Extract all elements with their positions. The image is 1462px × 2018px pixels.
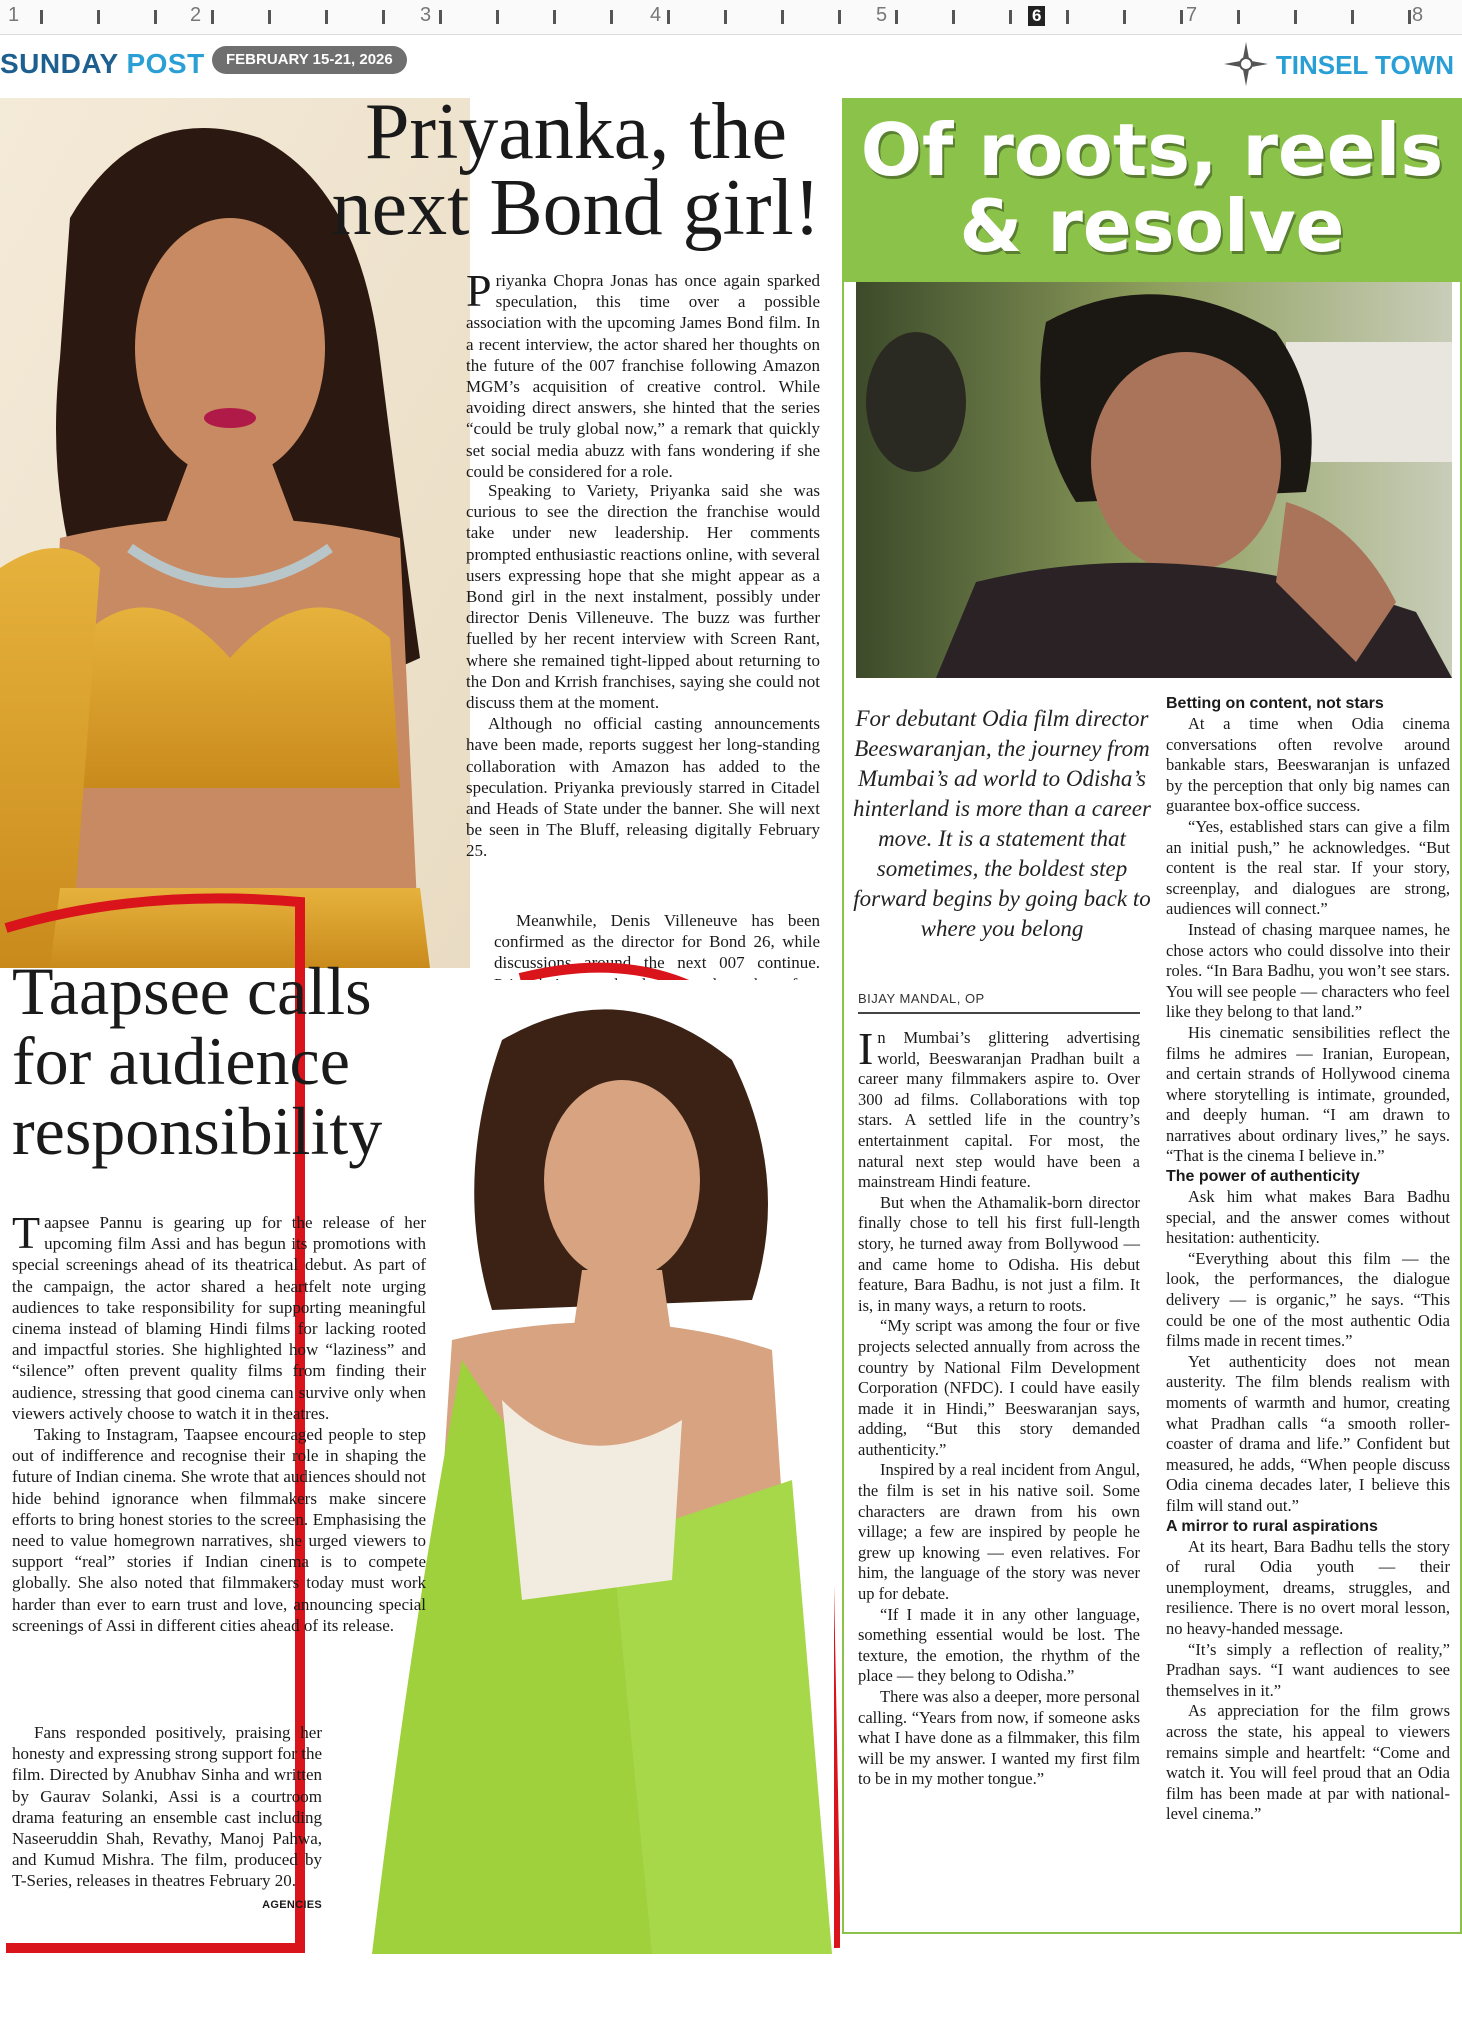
byline: BIJAY MANDAL, OP [858, 991, 985, 1006]
ruler-number: 1 [8, 4, 20, 26]
subhead: Betting on content, not stars [1166, 695, 1384, 712]
paragraph: Ask him what makes Bara Badhu special, and the answer comes without hesitation: authenticity. [1166, 1187, 1450, 1248]
headline-line: for audience [12, 1023, 350, 1099]
ruler-tick [781, 10, 784, 24]
brand-logo [0, 48, 205, 80]
subhead: A mirror to rural aspirations [1166, 1517, 1378, 1535]
compass-icon [1222, 40, 1270, 88]
priyanka-headline [326, 88, 826, 252]
paragraph: Meanwhile, Denis Villeneuve has been confirmed as the director for Bond 26, while discussions around the next 007 continue. [494, 911, 820, 973]
paragraph: There was also a deeper, more personal calling. “Years from now, if someone asks what I have done as a filmmaker, this film will be my answer. I wanted my first film to be in my mother tongue.” [858, 1687, 1141, 1789]
paragraph: At its heart, Bara Badhu tells the story of rural Odia youth — their unemployment, dreams, struggles, and resilience. There is no overt moral lesson, no heavy-handed message. [1166, 1536, 1450, 1638]
ruler-number: 4 [650, 4, 662, 26]
ruler-number-current: 6 [1028, 6, 1045, 26]
ruler-tick [1123, 10, 1126, 24]
ruler-number: 2 [190, 4, 202, 26]
ruler-number: 3 [420, 4, 432, 26]
brand-sunday: SUNDAY [0, 48, 119, 79]
brand-post: POST [126, 48, 205, 79]
subhead: The power of authenticity [1166, 1168, 1360, 1186]
paragraph: As appreciation for the film grows across the state, his appeal to viewers remains simple and heartfelt: “Come and watch it. You will feel proud that an Odia film has been made at par with national-level cinema.” [1166, 1701, 1450, 1824]
headline-line: Priyanka, the [364, 88, 788, 176]
paragraph: Fans responded positively, praising her honesty and expressing strong support for the film. Directed by Anubhav Sinha and written by Gaurav Solanki, Assi is a courtroom drama featuring an ensemble cast including Naseeruddin Shah, Revathy, Manoj Pahwa, and Kumud Mishra. The film, produced by T-Series, releases in theatres February 20. [12, 1723, 322, 1891]
ruler-tick [895, 10, 898, 24]
paragraph: “It’s simply a reflection of reality,” Pradhan says. “I want audiences to see themselves in it.” [1166, 1639, 1450, 1700]
paragraph: Taking to Instagram, Taapsee encouraged people to step out of indifference and recognise their role in shaping the future of Indian cinema. She wrote that audiences should not hide behind ignorance when filmmakers make sincere efforts to bring honest stories to the screen. Emphasising the need to value homegrown narratives, she urged viewers to support “real” stories if Indian cinema is to compete globally. She also noted that filmmakers today must work harder than ever to earn trust and love, announcing special screenings of Assi in different cities ahead of its release. [12, 1425, 426, 1635]
odia-standfirst: For debutant Odia film director Beeswaranjan, the journey from Mumbai’s ad world to Odisha’s hinterland is more than a career move. It is a statement that sometimes, the boldest step forward begins by going back to where you belong [853, 706, 1151, 941]
paragraph: Although no official casting announcements have been made, reports suggest her long-standing collaboration with Amazon has added to the speculation. Priyanka previously starred in Citadel and Heads of State under the banner. She will next be seen in The Bluff, releasing digitally February 25. [466, 714, 820, 861]
ruler-tick [1408, 10, 1411, 24]
ruler-tick [1294, 10, 1297, 24]
paragraph: “Everything about this film — the look, the performances, the dialogue delivery — is organic,” he says. “This could be one of the most authentic Odia films made in recent times.” [1166, 1248, 1450, 1351]
ruler-tick [154, 10, 157, 24]
headline-line: Taapsee calls [12, 953, 372, 1029]
ruler-tick [1009, 10, 1012, 24]
paragraph: aapsee Pannu is gearing up for the release of her upcoming film Assi and has begun its promotions with special screenings ahead of its theatrical debut. As part of the campaign, the actor shared a heartfelt note urging audiences to take responsibility for supporting meaningful cinema instead of blaming Hindi films for lacking rooted and impactful stories. She highlighted how “laziness” and “silence” often prevent quality films from finding their audience, stressing that good cinema can survive only when viewers actively choose to watch it in theatres. [12, 1213, 426, 1423]
paragraph: But when the Athamalik-born director finally chose to tell his first full-length story, he turned away from Bollywood — and came home to Odisha. His debut feature, Bara Badhu, is not just a film. It is, in many ways, a return to roots. [858, 1192, 1140, 1315]
ruler-tick [1351, 10, 1354, 24]
drop-cap: I [858, 1023, 874, 1074]
paragraph: Instead of chasing marquee names, he chose actors who could dissolve into their roles. “In Bara Badhu, you won’t see stars. You will see people — characters who feel like they belong to that land.” [1166, 919, 1450, 1022]
byline-rule [858, 1012, 1140, 1014]
taapsee-headline [12, 953, 452, 1169]
credit: AGENCIES [262, 1898, 322, 1911]
paragraph: His cinematic sensibilities reflect the films he admires — Iranian, European, and certain strands of Hollywood cinema where storytelling is intimate, grounded, and deeply human. “I am drawn to narratives about ordinary lives,” he says. “That is the cinema I believe in.” [1166, 1022, 1450, 1166]
ruler-tick [553, 10, 556, 24]
ruler-number: 5 [876, 4, 888, 26]
priyanka-article-top [466, 265, 820, 482]
paragraph: At a time when Odia cinema conversations often revolve around bankable stars, Beeswaranjan is unfazed by the perception that only big names can guarantee box-office success. [1166, 714, 1450, 816]
issue-date: FEBRUARY 15-21, 2026 [212, 46, 407, 74]
odia-column-2 [1166, 694, 1450, 1825]
ruler-tick [40, 10, 43, 24]
paragraph: Inspired by a real incident from Angul, the film is set in his native soil. Some characters are drawn from his own village; a few are inspired by people he grew up knowing — even relatives. For him, the language of the story was never up for debate. [858, 1460, 1140, 1604]
ruler-tick [667, 10, 670, 24]
ruler-tick [1237, 10, 1240, 24]
odia-column-1 [858, 1023, 1141, 1790]
ruler-tick [325, 10, 328, 24]
taapsee-article-end [12, 1722, 322, 1916]
ruler-tick [97, 10, 100, 24]
drop-cap: P [466, 265, 492, 316]
paragraph: n Mumbai’s glittering advertising world, Beeswaranjan Pradhan built a career many filmmakers aspire to. Over 300 ad films. Collaborations with top stars. A settled life in the country’s entertainment capital. For most, the natural next step would have been a mainstream Hindi feature. [858, 1028, 1140, 1192]
ruler-tick [211, 10, 214, 24]
beeswaranjan-photo [856, 282, 1452, 678]
paragraph: riyanka Chopra Jonas has once again sparked speculation, this time over a possible association with the upcoming James Bond film. In a recent interview, the actor shared her thoughts on the future of the 007 franchise following Amazon MGM’s acquisition of creative control. While avoiding direct answers, she hinted that the series “could be truly global now,” a remark that quickly set social media abuzz with fans wondering if she could be considered for a role. [466, 271, 820, 481]
taapsee-article [12, 1207, 426, 1636]
odia-headline-banner [842, 98, 1462, 282]
ruler-tick [1180, 10, 1183, 24]
headline-line: & resolve [959, 184, 1345, 268]
ruler-tick [952, 10, 955, 24]
headline-line: Of roots, reels [860, 108, 1444, 192]
ruler-tick [610, 10, 613, 24]
ruler-tick [382, 10, 385, 24]
headline-line: next Bond girl! [331, 164, 821, 252]
headline-line: responsibility [12, 1093, 383, 1169]
drop-cap: T [12, 1207, 41, 1258]
section-title: TINSEL TOWN [1275, 50, 1454, 80]
ruler-tick [439, 10, 442, 24]
ruler-number: 7 [1186, 4, 1198, 26]
paragraph: “Yes, established stars can give a film an initial push,” he acknowledges. “But content is the real star. If your story, screenplay, and dialogues are strong, audiences will connect.” [1166, 816, 1450, 919]
ruler-tick [496, 10, 499, 24]
priyanka-article-mid [466, 480, 820, 862]
ruler-tick [1066, 10, 1069, 24]
ruler-number: 8 [1412, 4, 1424, 26]
paragraph: Speaking to Variety, Priyanka said she was curious to see the direction the franchise would take under new leadership. Her comments prompted enthusiastic reactions online, with several users expressing hope that she might appear as a Bond girl in the next instalment, possibly under director Denis Villeneuve. The buzz was further fuelled by her recent interview with Screen Rant, where she remained tight-lipped about returning to the Don and Krrish franchises, saying she could not discuss them at the moment. [466, 481, 820, 713]
paragraph: Yet authenticity does not mean austerity. The film blends realism with moments of warmth and humor, creating what Pradhan calls “a smooth roller-coaster of drama and life.” Confident but measured, he adds, “When people discuss Odia cinema decades later, I believe this film will stand out.” [1166, 1351, 1450, 1515]
page-ruler [0, 0, 1462, 35]
ruler-tick [838, 10, 841, 24]
paragraph: “If I made it in any other language, something essential would be lost. The texture, the emotion, the rhythm of the place — they belong to Odisha.” [858, 1604, 1140, 1686]
ruler-tick [268, 10, 271, 24]
ruler-tick [724, 10, 727, 24]
paragraph: “My script was among the four or five projects selected annually from across the country by National Film Development Corporation (NFDC). I could have easily made it in Hindi,” Beeswaranjan says, adding, “But this story demanded authenticity.” [858, 1316, 1140, 1459]
